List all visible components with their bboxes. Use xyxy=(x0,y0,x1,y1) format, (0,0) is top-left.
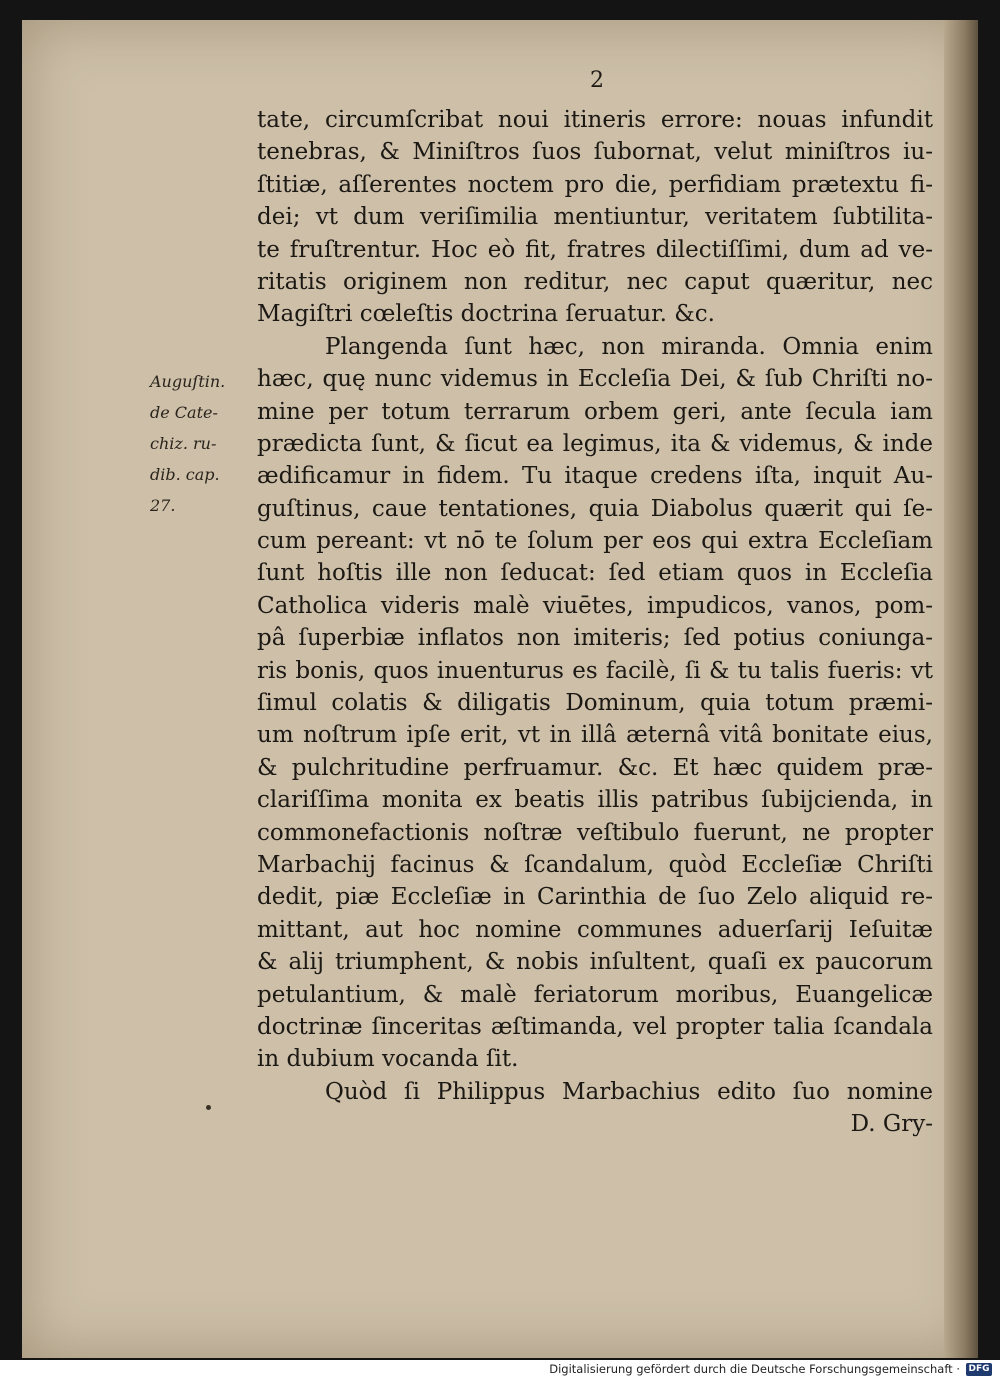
text-line: cum pereant: vt nō te ſolum per eos qui extra Eccleſiam xyxy=(257,528,933,555)
text-line: pâ ſuperbiæ inflatos non imiteris; ſed potius coniunga- xyxy=(257,625,933,652)
marginal-note xyxy=(150,366,250,521)
text-line: tenebras, & Miniſtros ſuos ſubornat, velut miniſtros iu- xyxy=(257,139,933,166)
marginal-note-line: de Cate- xyxy=(150,403,218,422)
marginal-note-line: 27. xyxy=(150,496,176,515)
marginal-note-line: Auguſtin. xyxy=(150,372,226,391)
text-line: ris bonis, quos inuenturus es facilè, ſi & tu talis fueris: vt xyxy=(257,657,933,684)
text-line: guſtinus, caue tentationes, quia Diabolus quærit qui ſe- xyxy=(257,495,933,522)
text-line: hæc, quę nunc videmus in Eccleſia Dei, & ſub Chriſti no- xyxy=(257,366,933,393)
body-text xyxy=(257,104,933,1141)
text-line: te fruſtrentur. Hoc eò fit, fratres dilectiſſimi, dum ad ve- xyxy=(257,236,933,263)
text-line: ſimul colatis & diligatis Dominum, quia totum præmi- xyxy=(257,690,933,717)
text-line: in dubium vocanda ſit. xyxy=(257,1046,519,1073)
text-line: Catholica videris malè viuētes, impudicos, vanos, pom- xyxy=(257,592,933,619)
text-line: tate, circumſcribat noui itineris errore: nouas infundit xyxy=(257,107,933,133)
text-line: doctrinæ ſinceritas æſtimanda, vel propter talia ſcandala xyxy=(257,1013,933,1040)
text-line: ſunt hoſtis ille non ſeducat: ſed etiam quos in Eccleſia xyxy=(257,560,933,587)
text-line: dei; vt dum veriſimilia mentiuntur, veritatem ſubtilita- xyxy=(257,204,933,231)
page-edge-shadow xyxy=(944,20,978,1358)
text-line: mittant, aut hoc nomine communes aduerſarij Ieſuitæ xyxy=(257,916,933,943)
text-line: prædicta ſunt, & ſicut ea legimus, ita & videmus, & inde xyxy=(257,430,933,457)
marginal-note-line: chiz. ru- xyxy=(150,434,217,453)
text-line: Quòd ſi Philippus Marbachius edito ſuo nomine xyxy=(325,1078,933,1105)
text-line: commonefactionis noſtræ veſtibulo fuerunt, ne propter xyxy=(257,819,933,846)
text-line: ritatis originem non reditur, nec caput quæritur, nec xyxy=(257,268,933,295)
text-line: Plangenda ſunt hæc, non miranda. Omnia enim xyxy=(325,333,933,360)
text-line: dedit, piæ Eccleſiæ in Carinthia de ſuo Zelo aliquid re- xyxy=(257,884,933,911)
text-line: ſtitiæ, aſſerentes noctem pro die, perfidiam prætextu fi- xyxy=(257,171,933,198)
ink-mark xyxy=(206,1105,211,1110)
dfg-logo: DFG xyxy=(966,1363,992,1376)
footer-credit: Digitalisierung gefördert durch die Deutsche Forschungsgemeinschaft · xyxy=(549,1362,960,1376)
text-line: ædificamur in fidem. Tu itaque credens iſta, inquit Au- xyxy=(257,463,933,490)
footer-bar xyxy=(0,1360,1000,1380)
text-line: Marbachij facinus & ſcandalum, quòd Eccleſiæ Chriſti xyxy=(257,851,933,878)
page-number: 2 xyxy=(590,68,604,93)
text-line: mine per totum terrarum orbem geri, ante ſecula iam xyxy=(257,398,933,425)
text-line: clariſſima monita ex beatis illis patribus ſubijcienda, in xyxy=(257,787,933,814)
text-line: petulantium, & malè feriatorum moribus, Euangelicæ xyxy=(257,981,933,1008)
text-line: & alij triumphent, & nobis inſultent, quaſi ex paucorum xyxy=(257,949,933,976)
catchword: D. Gry- xyxy=(850,1111,933,1138)
text-line: um noſtrum ipſe erit, vt in illâ æternâ vitâ bonitate eius, xyxy=(257,722,933,749)
text-line: & pulchritudine perfruamur. &c. Et hæc quidem præ- xyxy=(257,754,933,781)
text-line: Magiſtri cœleſtis doctrina ſeruatur. &c. xyxy=(257,301,715,328)
marginal-note-line: dib. cap. xyxy=(150,465,220,484)
